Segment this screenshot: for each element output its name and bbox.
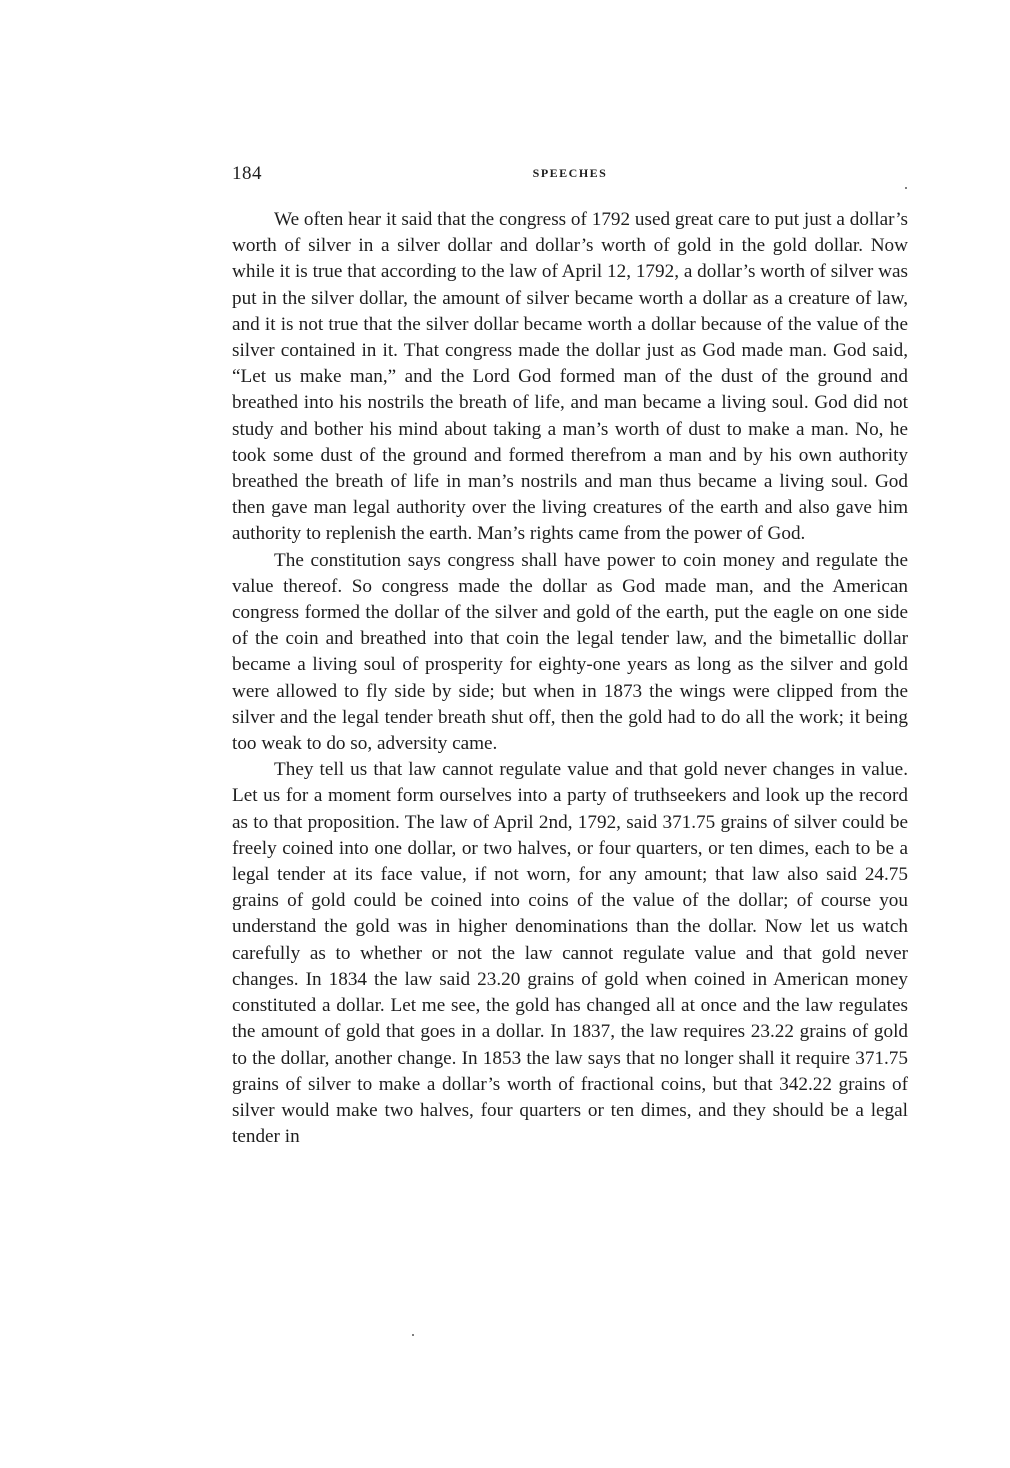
running-head: [232, 163, 908, 189]
print-speck: [412, 1334, 414, 1336]
print-speck: [905, 187, 907, 189]
paragraph: They tell us that law cannot regulate value and that gold never changes in value. Let us for a moment form ourselves into a party of truthseekers and look up the record as to that proposition. The law of April 2nd, 1792, said 371.75 grains of silver could be freely coined into one dollar, or two halves, or four quarters, or ten dimes, each to be a legal tender at its face value, if not worn, for any amount; that law also said 24.75 grains of gold could be coined into coins of the value of the dollar; of course you understand the gold was in higher denominations than the dollar. Now let us watch carefully as to whether or not the law cannot regulate value and that gold never changes. In 1834 the law said 23.20 grains of gold when coined in American money constituted a dollar. Let me see, the gold has changed all at once and the law regulates the amount of gold that goes in a dollar. In 1837, the law requires 23.22 grains of gold to the dollar, another change. In 1853 the law says that no longer shall it require 371.75 grains of silver to make a dollar’s worth of fractional coins, but that 342.22 grains of silver would make two halves, four quarters or ten dimes, and they should be a legal tender in: [232, 759, 908, 1148]
running-head-title: SPEECHES: [532, 166, 608, 180]
paragraph: We often hear it said that the congress of 1792 used great care to put just a dollar’s worth of silver in a silver dollar and dollar’s worth of gold in the gold dollar. Now while it is true that according to the law of April 12, 1792, a dollar’s worth of silver was put in the silver dollar, the amount of silver became worth a dollar as a creature of law, and it is not true that the silver dollar became worth a dollar because of the value of the silver contained in it. That congress made the dollar just as God made man. God said, “Let us make man,” and the Lord God formed man of the dust of the ground and breathed into his nostrils the breath of life, and man became a living soul. God did not study and bother his mind about taking a man’s worth of dust to make a man. No, he took some dust of the ground and formed therefrom a man and by his own authority breathed the breath of life in man’s nostrils and man thus became a living soul. God then gave man legal authority over the living creatures of the earth and also gave him authority to replenish the earth. Man’s rights came from the power of God.: [232, 209, 908, 545]
page-number: 184: [232, 163, 262, 184]
body-text: [232, 207, 908, 1150]
paragraph: The constitution says congress shall have power to coin money and regulate the value thereof. So congress made the dollar as God made man, and the American congress formed the dollar of the silver and gold of the earth, put the eagle on one side of the coin and breathed into that coin the legal tender law, and the bimetallic dollar became a living soul of prosperity for eighty-one years as long as the silver and gold were allowed to fly side by side; but when in 1873 the wings were clipped from the silver and the legal tender breath shut off, then the gold had to do all the work; it being too weak to do so, adversity came.: [232, 549, 908, 755]
